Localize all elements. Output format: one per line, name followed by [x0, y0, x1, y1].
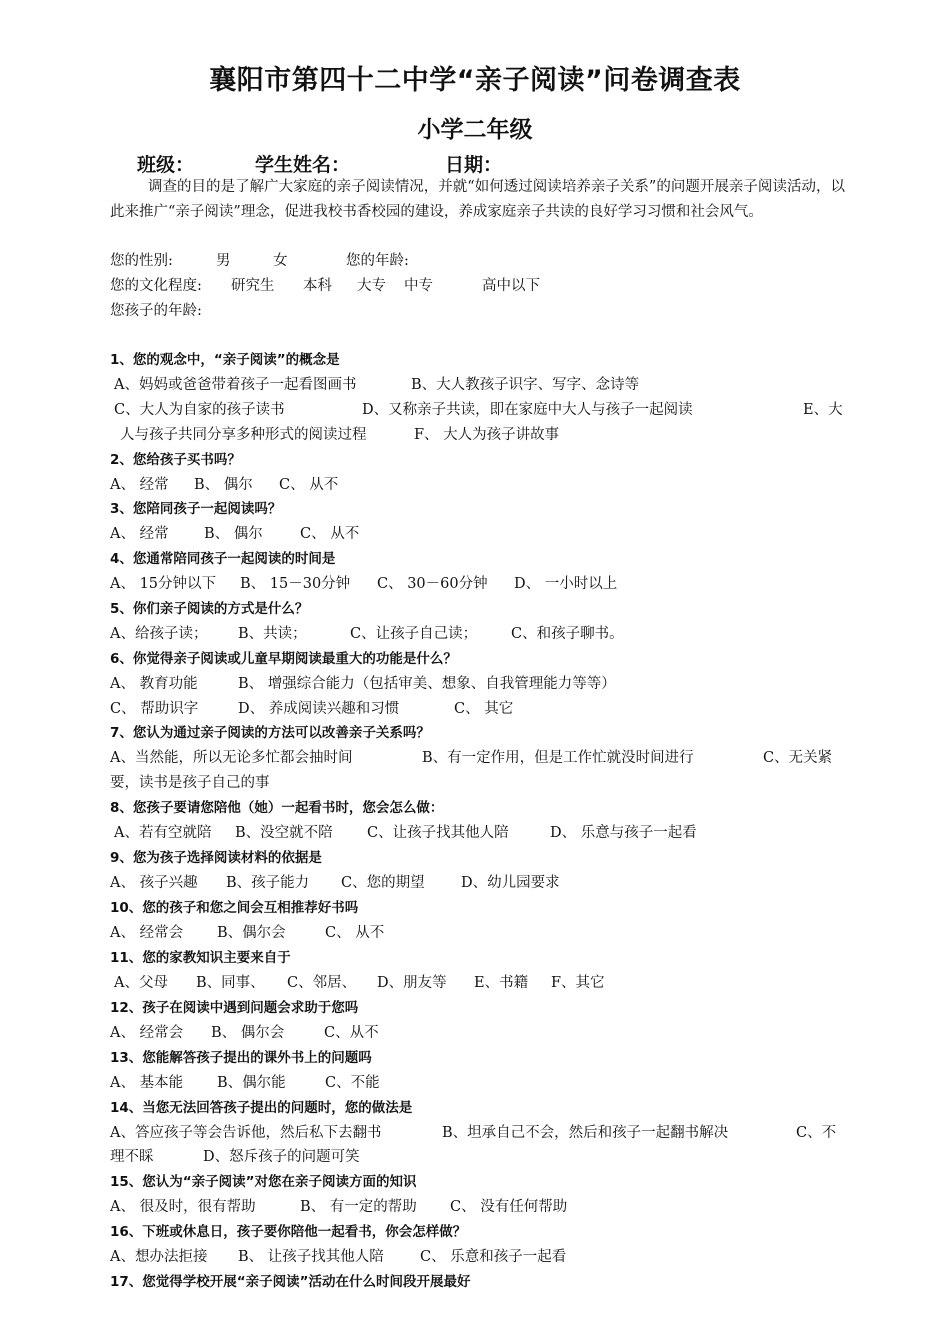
option: C、 从不 [300, 526, 360, 542]
option: C、邻居、 [287, 975, 357, 991]
option: A、给孩子读； [110, 626, 208, 642]
question-title: 15、您认为“亲子阅读”对您在亲子阅读方面的知识 [110, 1174, 417, 1190]
option: C、无关紧 [763, 750, 833, 766]
option: B、没空就不陪 [235, 825, 333, 841]
option: C、 乐意和孩子一起看 [420, 1249, 567, 1265]
option: B、孩子能力 [226, 875, 310, 891]
gender-option-female: 女 [273, 253, 288, 269]
question-title: 11、您的家教知识主要来自于 [110, 950, 291, 966]
option: B、 偶尔 [194, 477, 253, 493]
intro-paragraph: 调查的目的是了解广大家庭的亲子阅读情况，并就“如何透过阅读培养亲子关系”的问题开展亲子阅读活动，以此来推广“亲子阅读”理念，促进我校书香校园的建设，养成家庭亲子共读的良好学习习惯和社会风气。 [110, 179, 845, 220]
class-label: 班级： [137, 154, 195, 176]
option: B、 15－30分钟 [240, 576, 351, 592]
option: B、 有一定的帮助 [300, 1199, 417, 1215]
option: A、妈妈或爸爸带着孩子一起看图画书 [114, 377, 357, 393]
option: B、 让孩子找其他人陪 [238, 1249, 384, 1265]
question-title: 6、你觉得亲子阅读或儿童早期阅读最重大的功能是什么？ [110, 651, 457, 667]
education-label: 您的文化程度: [110, 278, 202, 294]
option: C、 从不 [279, 477, 339, 493]
question-title: 8、您孩子要请您陪他（她）一起看书时，您会怎么做： [110, 800, 444, 816]
option: D、朋友等 [377, 975, 447, 991]
option: A、 经常 [110, 477, 169, 493]
option: 人与孩子共同分享多种形式的阅读过程 [120, 427, 367, 443]
option: B、共读； [238, 626, 307, 642]
option: A、想办法拒接 [110, 1249, 208, 1265]
option: C、让孩子自己读； [350, 626, 478, 642]
question-title: 4、您通常陪同孩子一起阅读的时间是 [110, 551, 336, 567]
option: A、 教育功能 [110, 676, 198, 692]
question-title: 16、下班或休息日，孩子要你陪他一起看书，你会怎样做？ [110, 1224, 467, 1240]
option: A、若有空就陪 [114, 825, 212, 841]
option: C、不 [796, 1125, 837, 1141]
question-title: 9、您为孩子选择阅读材料的依据是 [110, 850, 322, 866]
option: B、 偶尔 [204, 526, 263, 542]
option: C、 从不 [325, 925, 385, 941]
education-option: 大专 [357, 278, 386, 294]
child-age-label: 您孩子的年龄: [110, 303, 202, 319]
option: D、怒斥孩子的问题可笑 [203, 1149, 360, 1165]
option: A、 基本能 [110, 1075, 184, 1091]
question-title: 10、您的孩子和您之间会互相推荐好书吗 [110, 900, 359, 916]
option: A、 15分钟以下 [110, 576, 217, 592]
education-line [110, 274, 850, 299]
option: F、其它 [551, 975, 605, 991]
option: B、 增强综合能力（包括审美、想象、自我管理能力等等） [238, 676, 616, 692]
option: D、幼儿园要求 [461, 875, 560, 891]
option: A、 孩子兴趣 [110, 875, 198, 891]
date-label: 日期： [445, 154, 503, 176]
education-option: 本科 [303, 278, 332, 294]
option: D、又称亲子共读，即在家庭中大人与孩子一起阅读 [362, 402, 693, 418]
option: C、您的期望 [341, 875, 425, 891]
option: B、 偶尔会 [211, 1025, 285, 1041]
page-title: 襄阳市第四十二中学“亲子阅读”问卷调查表 [209, 65, 741, 96]
option: C、不能 [325, 1075, 380, 1091]
child-age-line [110, 299, 850, 324]
question-title: 13、您能解答孩子提出的课外书上的问题吗 [110, 1050, 372, 1066]
option: A、父母 [114, 975, 168, 991]
option: C、大人为自家的孩子读书 [114, 402, 285, 418]
page-subtitle: 小学二年级 [417, 117, 533, 143]
option: 理不睬 [110, 1149, 154, 1165]
option: B、大人教孩子识字、写字、念诗等 [411, 377, 640, 393]
question-title: 5、你们亲子阅读的方式是什么？ [110, 601, 309, 617]
option: 要，读书是孩子自己的事 [110, 775, 270, 791]
option: B、偶尔能 [217, 1075, 286, 1091]
student-name-label: 学生姓名： [255, 154, 351, 176]
education-option: 研究生 [231, 278, 275, 294]
gender-age-line [110, 249, 850, 274]
question-title: 3、您陪同孩子一起阅读吗？ [110, 501, 282, 517]
option: C、让孩子找其他人陪 [367, 825, 509, 841]
option: C、 30－60分钟 [377, 576, 488, 592]
question-title: 1、您的观念中，“亲子阅读”的概念是 [110, 352, 340, 368]
option: A、 经常会 [110, 1025, 184, 1041]
option: C、 没有任何帮助 [450, 1199, 568, 1215]
option: A、 很及时，很有帮助 [110, 1199, 256, 1215]
question-title: 2、您给孩子买书吗？ [110, 452, 241, 468]
option: C、从不 [324, 1025, 379, 1041]
option: C、 帮助识字 [110, 701, 199, 717]
option: E、大 [803, 402, 843, 418]
question-title: 17、您觉得学校开展“亲子阅读”活动在什么时间段开展最好 [110, 1274, 471, 1290]
option: A、当然能，所以无论多忙都会抽时间 [110, 750, 353, 766]
education-option: 高中以下 [482, 278, 540, 294]
option: B、同事、 [196, 975, 265, 991]
option: D、 养成阅读兴趣和习惯 [238, 701, 400, 717]
gender-label: 您的性别: [110, 253, 173, 269]
option: B、坦承自己不会，然后和孩子一起翻书解决 [442, 1125, 729, 1141]
education-option: 中专 [404, 278, 433, 294]
option: A、 经常 [110, 526, 169, 542]
option: F、 大人为孩子讲故事 [414, 427, 560, 443]
question-title: 7、您认为通过亲子阅读的方法可以改善亲子关系吗？ [110, 725, 430, 741]
option: A、 经常会 [110, 925, 184, 941]
option: B、偶尔会 [217, 925, 286, 941]
option: C、和孩子聊书。 [511, 626, 624, 642]
option: B、有一定作用，但是工作忙就没时间进行 [422, 750, 694, 766]
option: A、答应孩子等会告诉他，然后私下去翻书 [110, 1125, 382, 1141]
option: E、书籍 [474, 975, 529, 991]
question-title: 12、孩子在阅读中遇到问题会求助于您吗 [110, 1000, 359, 1016]
option: D、 乐意与孩子一起看 [550, 825, 697, 841]
option: D、 一小时以上 [514, 576, 618, 592]
option: C、 其它 [454, 701, 514, 717]
gender-option-male: 男 [216, 253, 231, 269]
age-label: 您的年龄: [346, 253, 409, 269]
question-title: 14、当您无法回答孩子提出的问题时，您的做法是 [110, 1100, 413, 1116]
